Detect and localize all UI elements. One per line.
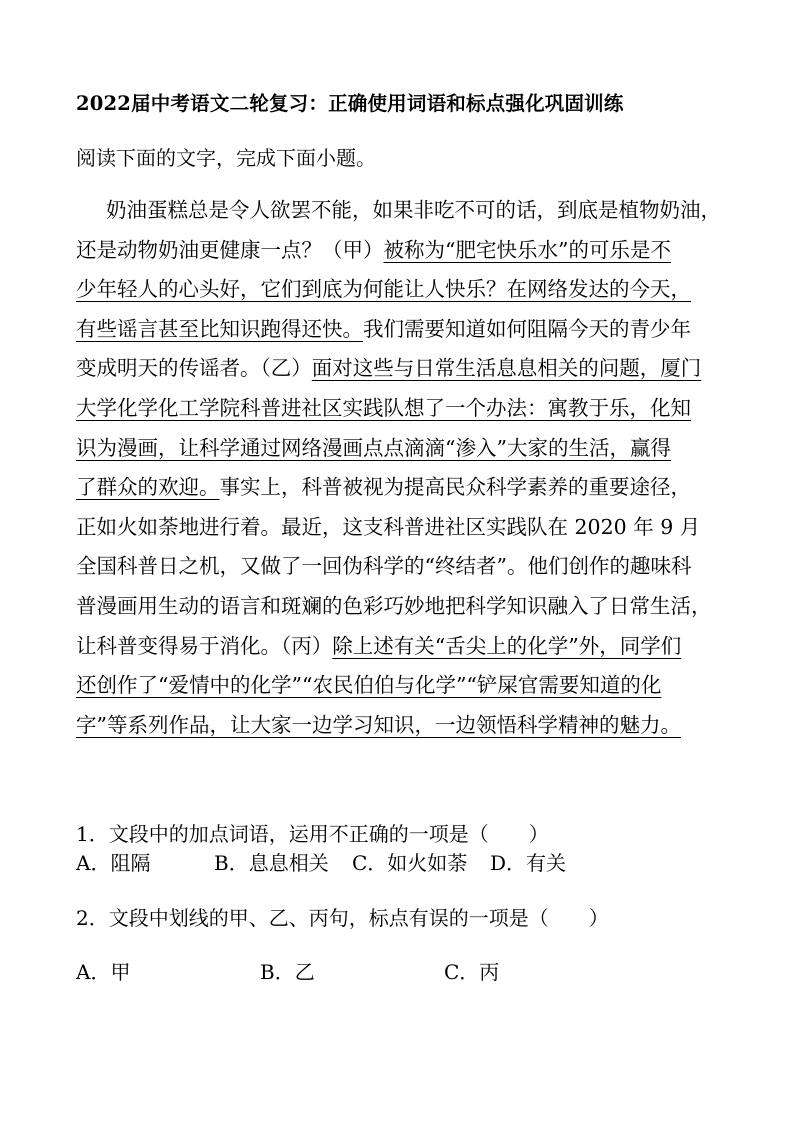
underlined-sentence-bing: 除上述有关“舌尖上的化学”外，同学们 [332,633,682,658]
passage-text: 我们需要知道如何阻隔今天的青少年 [363,316,691,341]
passage-text: 奶油蛋糕总是令人欲罢不能，如果非吃不可的话，到底是植物奶油， [106,198,721,222]
underlined-sentence-jia: 少年轻人的心头好，它们到底为何能让人快乐？在网络发达的今天， [76,277,691,302]
underlined-sentence-yi: 识为漫画，让科学通过网络漫画点点滴滴“渗入”大家的生活，赢得 [76,435,671,460]
passage-line [76,468,736,508]
passage-line [76,508,736,548]
underlined-sentence-yi: 了群众的欢迎。 [76,475,220,500]
passage-line [76,270,736,310]
passage-line [76,191,736,231]
passage-text: 让科普变得易于消化。（丙） [76,633,333,658]
passage-line [76,389,736,429]
passage-line [76,627,736,667]
passage-line [76,231,736,271]
reading-instruction: 阅读下面的文字，完成下面小题。 [76,146,376,170]
underlined-sentence-yi: 面对这些与日常生活息息相关的问题，厦门 [311,356,702,381]
passage-text: 事实上，科普被视为提高民众科学素养的重要途径， [219,475,691,500]
reading-passage [76,191,736,745]
question-1-options [76,847,566,876]
passage-text: 正如火如荼地进行着。最近，这支科普进社区实践队在 2020 年 9 月 [76,514,701,539]
passage-line [76,349,736,389]
question-2-option-b: B．乙 [260,960,315,984]
passage-text: 还是动物奶油更健康一点？（甲） [76,237,384,262]
question-1-option-a: A．阻隔 [76,851,151,875]
question-2-option-c: C．丙 [444,960,500,984]
passage-line [76,547,736,587]
question-2-stem: 2．文段中划线的甲、乙、丙句，标点有误的一项是（ ） [76,906,609,930]
question-1-option-b: B．息息相关 [214,851,329,875]
passage-text: 普漫画用生动的语言和斑斓的色彩巧妙地把科学知识融入了日常生活， [76,593,712,618]
underlined-sentence-bing: 还创作了“爱情中的化学”“农民伯伯与化学”“铲屎官需要知道的化 [76,673,662,698]
underlined-sentence-yi: 大学化学化工学院科普进社区实践队想了一个办法：寓教于乐，化知 [76,395,691,420]
passage-line [76,310,736,350]
passage-text: 全国科普日之机，又做了一回伪科学的“终结者”。他们创作的趣味科 [76,554,692,579]
question-1-stem: 1．文段中的加点词语，运用不正确的一项是（ ） [76,822,549,846]
question-2-options [76,956,499,985]
document-title: 2022届中考语文二轮复习：正确使用词语和标点强化巩固训练 [76,92,624,115]
passage-line [76,429,736,469]
passage-line [76,587,736,627]
passage-text: 变成明天的传谣者。（乙） [76,356,312,381]
passage-line [76,666,736,706]
question-2-option-a: A．甲 [76,960,131,984]
passage-line [76,706,736,746]
underlined-sentence-bing: 字”等系列作品，让大家一边学习知识，一边领悟科学精神的魅力。 [76,712,681,737]
underlined-sentence-jia: 被称为“肥宅快乐水”的可乐是不 [383,237,671,262]
question-1-option-d: D．有关 [490,851,567,875]
question-1-option-c: C．如火如荼 [352,851,468,875]
underlined-sentence-jia: 有些谣言甚至比知识跑得还快。 [76,316,363,341]
